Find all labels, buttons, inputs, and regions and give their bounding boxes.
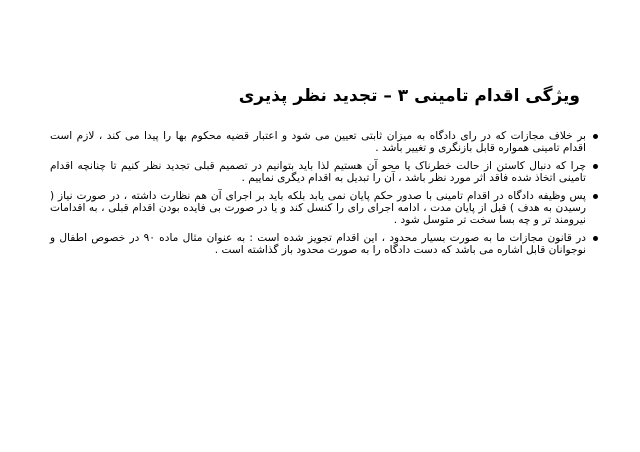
bullet-list xyxy=(50,130,598,262)
bullet-dot-icon xyxy=(593,236,598,241)
bullet-text: پس وظیفه دادگاه در اقدام تامینی با صدور حکم پایان نمی یابد بلکه باید بر اجرای آن هم نظارت داشته ، در صورت نیاز ( رسیدن به هدف ) قبل از پایان مدت ، ادامه اجرای رای را کنسل کند و یا در صورت بی فایده بودن اقدام قبلی ، به اقدامات نیرومند تر و چه بسا سخت تر متوسل شود . xyxy=(50,189,586,227)
bullet-item-3 xyxy=(50,190,598,227)
bullet-dot-icon xyxy=(593,194,598,199)
bullet-item-2 xyxy=(50,160,598,185)
bullet-item-4 xyxy=(50,232,598,257)
bullet-dot-icon xyxy=(593,134,598,139)
bullet-dot-icon xyxy=(593,164,598,169)
bullet-item-1 xyxy=(50,130,598,155)
bullet-text: چرا که دنبال کاستن از حالت خطرناک یا محو آن هستیم لذا باید بتوانیم در تصمیم قبلی تجدید نظر کنیم تا چنانچه اقدام تامینی اتخاذ شده فاقد اثر مورد نظر باشد ، آن را تبدیل به اقدام دیگری نماییم . xyxy=(50,159,586,185)
bullet-text: در قانون مجازات ما به صورت بسیار محدود ، این اقدام تجویز شده است : به عنوان مثال ماده ۹۰ در خصوص اطفال و نوجوانان قابل اشاره می باشد که دست دادگاه را به صورت محدود باز گذاشته است . xyxy=(50,231,586,257)
bullet-text: بر خلاف مجازات که در رای دادگاه به میزان ثابتی تعیین می شود و اعتبار قضیه محکوم بها را پیدا می کند ، لازم است اقدام تامینی همواره قابل بازنگری و تغییر باشد . xyxy=(50,130,586,155)
slide-title: ویژگی اقدام تامینی ۳ – تجدید نظر پذیری xyxy=(238,86,580,106)
